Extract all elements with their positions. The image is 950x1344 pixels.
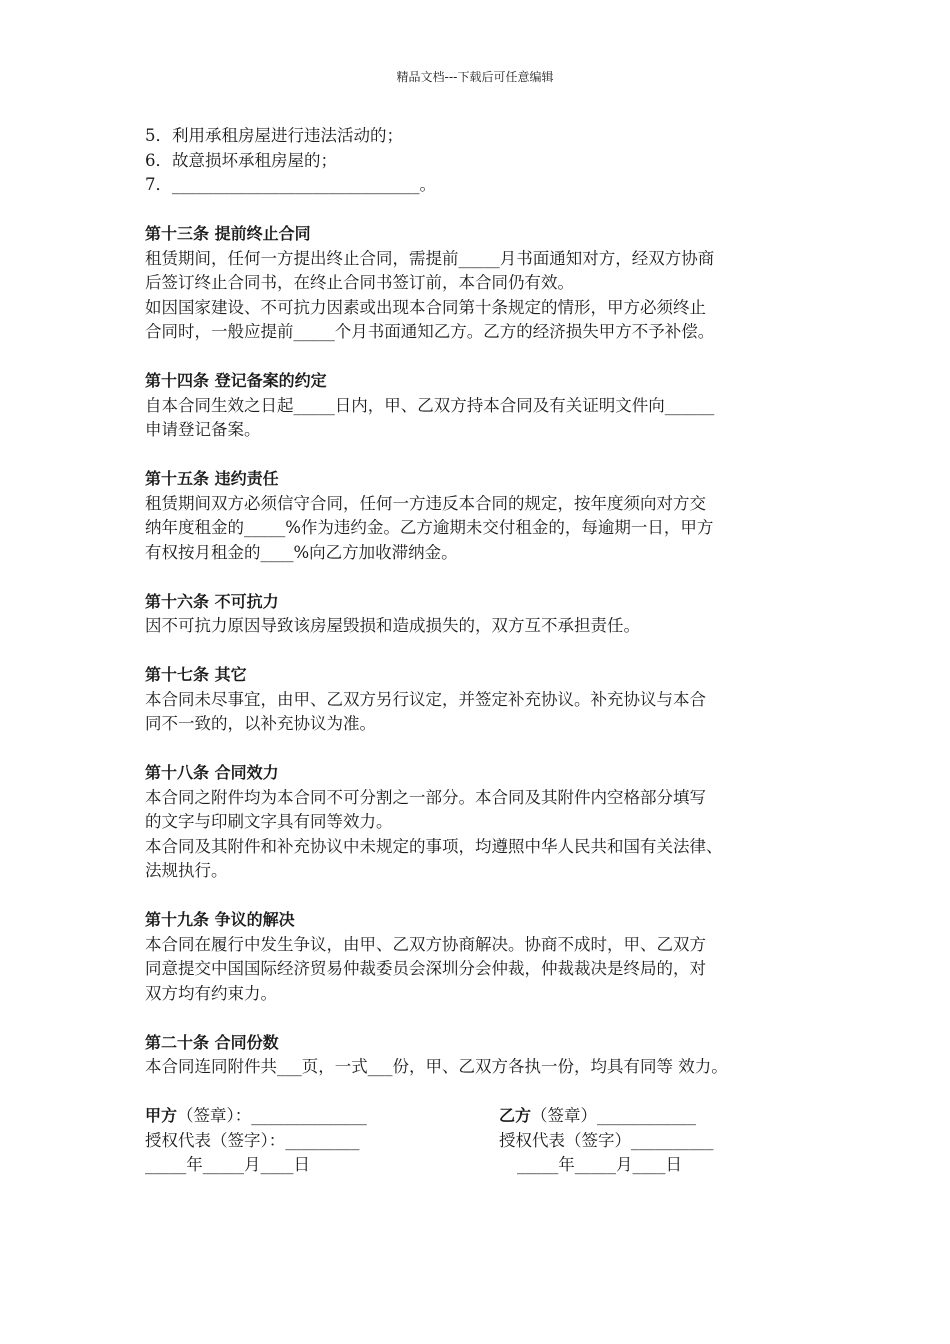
list-item: 7．______________________________。 [145,175,436,194]
article-18 [145,761,835,884]
article-line: 自本合同生效之日起_____日内，甲、乙双方持本合同及有关证明文件向______ [145,395,715,415]
article-line: 租赁期间双方必须信守合同，任何一方违反本合同的规定，按年度须向对方交 [145,493,706,513]
article-title: 第二十条 合同份数 [145,1032,279,1052]
article-20 [145,1031,835,1080]
article-19 [145,908,835,1006]
article-line: 纳年度租金的_____%作为违约金。乙方逾期未交付租金的，每逾期一日，甲方 [145,518,714,537]
party-b-seal [499,1104,696,1129]
article-line: 本合同之附件均为本合同不可分割之一部分。本合同及其附件内空格部分填写 [145,787,706,807]
party-b-date: _____年_____月____日 [517,1155,682,1174]
article-line: 本合同未尽事宜，由甲、乙双方另行议定，并签定补充协议。补充协议与本合 [145,689,706,709]
article-line: 因不可抗力原因导致该房屋毁损和造成损失的，双方互不承担责任。 [145,616,640,635]
signature-seal-row [145,1104,835,1129]
signature-block [145,1104,835,1178]
termination-clause-items [145,124,835,198]
article-line: 同意提交中国国际经济贸易仲裁委员会深圳分会仲裁，仲裁裁决是终局的，对 [145,959,706,978]
list-item: 5．利用承租房屋进行违法活动的； [145,126,403,145]
party-a-label: 甲方 [145,1106,178,1125]
article-line: 本合同及其附件和补充协议中未规定的事项，均遵照中华人民共和国有关法律、 [145,836,723,856]
party-b-label: 乙方 [499,1106,532,1125]
article-15 [145,467,835,565]
article-title: 第十三条 提前终止合同 [145,224,311,243]
article-line: 如因国家建设、不可抗力因素或出现本合同第十条规定的情形，甲方必须终止 [145,297,706,317]
page-header: 精品文档---下载后可任意编辑 [396,70,554,84]
article-title: 第十六条 不可抗力 [145,591,279,611]
signature-date-row [145,1153,835,1178]
article-line: 法规执行。 [145,861,228,880]
signature-rep-row [145,1129,835,1154]
article-line: 后签订终止合同书，在终止合同书签订前，本合同仍有效。 [145,273,574,292]
article-16 [145,590,835,639]
article-title: 第十七条 其它 [145,665,247,684]
party-a-seal-field: （签章）：______________ [177,1106,367,1125]
article-title: 第十五条 违约责任 [145,469,279,488]
party-b-rep: 授权代表（签字）__________ [499,1130,714,1150]
contract-body [145,124,835,1178]
article-line: 本合同连同附件共___页，一式___份，甲、乙双方各执一份，均具有同等 效力。 [145,1057,728,1076]
article-17 [145,663,835,737]
article-line: 双方均有约束力。 [145,983,277,1003]
party-a-rep: 授权代表（签字）：_________ [145,1130,360,1150]
list-item: 6．故意损坏承租房屋的； [145,150,337,170]
article-title: 第十四条 登记备案的约定 [145,371,327,390]
article-line: 申请登记备案。 [145,420,261,439]
article-line: 同不一致的，以补充协议为准。 [145,714,376,733]
party-a-date: _____年_____月____日 [145,1155,310,1174]
article-line: 本合同在履行中发生争议，由甲、乙双方协商解决。协商不成时，甲、乙双方 [145,934,706,954]
article-title: 第十八条 合同效力 [145,763,279,782]
party-b-seal-field: （签章）____________ [531,1106,697,1125]
article-line: 的文字与印刷文字具有同等效力。 [145,812,393,831]
article-line: 租赁期间，任何一方提出终止合同，需提前_____月书面通知对方，经双方协商 [145,248,715,268]
party-a-seal [145,1104,499,1129]
article-14 [145,369,835,443]
article-13 [145,222,835,345]
article-line: 有权按月租金的____%向乙方加收滞纳金。 [145,542,458,562]
article-line: 合同时，一般应提前_____个月书面通知乙方。乙方的经济损失甲方不予补偿。 [145,322,715,341]
article-title: 第十九条 争议的解决 [145,910,295,929]
